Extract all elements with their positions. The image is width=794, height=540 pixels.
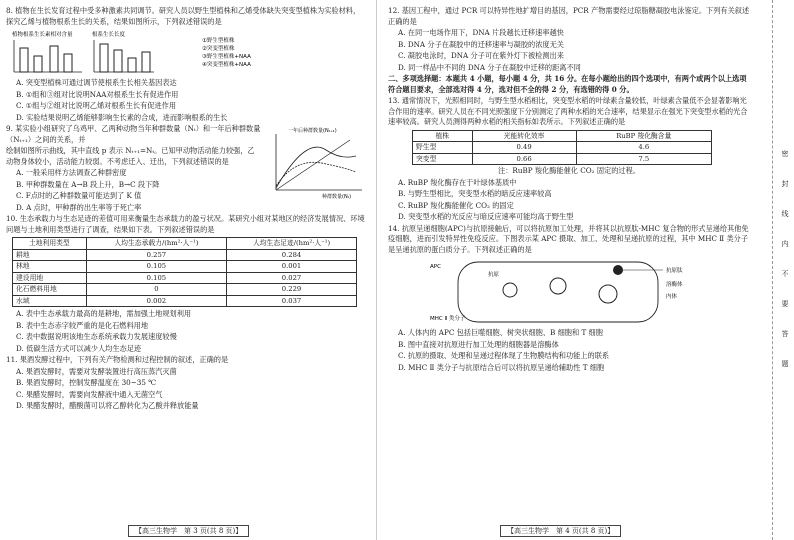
table-cell: 0.229 [227,284,357,296]
sidebar-char: 线 [781,210,789,217]
q9-stem-1: 9. 某实验小组研究了乌鸡甲、乙两种动物当年种群数量（Nₜ）和一年后种群数量（Nₜ₊₁）之间的关系，并 [6,124,261,144]
q9-graph-xlabel: 种群数量(Nₜ) [322,194,352,200]
q8-legend-3: ③野生型植株+NAA [202,54,251,60]
sidebar-char: 封 [781,180,789,187]
q10-option-b: B. 表中生态赤字较严重的是化石燃料用地 [16,320,149,330]
q13-option-d: D. 突变型水稻的光反应与暗反应速率可能均高于野生型 [398,212,574,221]
q12-option-b: B. DNA 分子在凝胶中的迁移速率与凝胶的浓度无关 [398,39,564,49]
table-cell: 0 [86,284,226,296]
q8-bar-charts [6,28,366,78]
table-cell: 0.284 [227,249,357,261]
table-cell: 0.027 [227,272,357,284]
q14-label-peptide: 抗原肽 [666,268,683,274]
table-cell: 0.257 [86,249,226,261]
table-cell: 0.66 [472,153,576,165]
q13-option-c: C. RuBP 羧化酶能催化 CO₂ 的固定 [398,200,514,210]
q10-option-d: D. 低碳生活方式可以减少人均生态足迹 [16,343,142,353]
q14-label-mhc: MHC Ⅱ 类分子 [430,316,466,322]
q13-stem: 13. 通常情况下，光照相同时，与野生型水稻相比，突变型水稻的叶绿素含量较低，叶绿素含量低不会显著影响光合作用的速率。研究人员在不同光照强度下分别测定了两种水稻的光合速率，结果显示在强光下突变型水稻的光合速率较高。研究人员测得两种水稻的相关指标如表所示。下列叙述正确的是 [388,96,748,126]
table-row [413,153,712,165]
table-cell: 化石燃料用地 [13,284,87,296]
q9-option-c: C. F点时的乙种群数量可能达到了 K 值 [16,191,142,200]
q13-table [412,130,712,166]
q9-option-a: A. 一般采用样方法调查乙种群密度 [16,168,127,177]
table-cell: 0.105 [86,272,226,284]
table-row [13,272,357,284]
q9-stem-2: 绘制如图所示曲线，其中直线 p 表示 Nₜ₊₁=Nₜ。已知甲动物活动能力较强，乙动物身体较小，活动能力较弱。不考虑迁入、迁出，下列叙述错误的是 [6,146,255,166]
sidebar-char: 密 [781,150,789,157]
q8-figure [6,28,366,78]
right-column [388,6,750,374]
q12-option-c: C. 凝胶电泳时，DNA 分子可在紫外灯下被检测出来 [398,51,564,60]
q13-option-b: B. 与野生型相比，突变型水稻的暗反应速率较高 [398,189,552,198]
table-cell: 林地 [13,261,87,273]
table-cell: 野生型 [413,142,473,154]
left-page-footer: 【高三生物学 第 3 页(共 8 页)】 [128,525,249,537]
q13-header-1: 光能转化效率 [472,130,576,142]
q12-option-d: D. 同一样品中不同的 DNA 分子在凝胶中迁移的距离不同 [398,62,581,72]
table-cell: 耕地 [13,249,87,261]
q12-stem: 12. 基因工程中，通过 PCR 可以特异性地扩增目的基因，PCR 产物需要经过琼脂糖凝胶电泳鉴定。下列有关叙述正确的是 [388,6,750,26]
q9-option-b: B. 甲种群数量在 A→B 段上升，B→C 段下降 [16,179,160,189]
q14-option-c: C. 抗原的摄取、处理和呈递过程体现了生物膜结构和功能上的联系 [398,351,610,360]
table-cell: 0.002 [86,295,226,307]
q14-stem: 14. 抗原呈递细胞(APC)与抗原接触后，可以将抗原加工处理，并将其以抗原肽-MHC 复合物的形式呈递给其他免疫细胞，进而引发特异性免疫反应。下图表示某 APC 摄取、加工、处理和呈递抗原的过程，其中 MHC Ⅱ 类分子是呈递抗原的蛋白质分子。下列叙述正确的是 [388,223,749,254]
left-column [6,6,366,413]
q14-label-antigen: 抗原 [488,272,500,278]
q10-option-c: C. 表中数据说明该地生态系统承载力发展速度较慢 [16,332,177,341]
q14-option-a: A. 人体内的 APC 包括巨噬细胞、树突状细胞、B 细胞和 T 细胞 [398,328,603,337]
table-row [413,142,712,154]
q8-stem: 8. 植物在生长发育过程中受多种激素共同调节。研究人员以野生型植株和乙烯受体缺失突变型植株为实验材料，探究乙烯与植物根系生长的关系，结果如图所示，下列叙述错误的是 [6,6,361,26]
q11-option-c: C. 果醋发酵时，需要向发酵液中通入无菌空气 [16,389,163,399]
q9-option-d: D. A 点时，甲种群的出生率等于死亡率 [16,202,142,212]
table-row [13,295,357,307]
q14-label-endosome: 内体 [666,294,678,300]
q12-option-a: A. 在同一电场作用下，DNA 片段越长迁移速率越快 [398,28,564,37]
q9-graph-ylabel: 一年后种群数量(Nₜ₊₁) [288,128,337,134]
q13-option-a: A. RuBP 羧化酶存在于叶绿体基质中 [398,177,517,187]
table-header-row [13,238,357,250]
q10-table [12,237,357,307]
q13-header-2: RuBP 羧化酶含量 [576,130,711,142]
q14-apc-diagram [418,256,718,328]
q14-option-d: D. MHC Ⅱ 类分子与抗原结合后可以将抗原呈递给辅助性 T 细胞 [398,362,605,372]
table-cell: 0.037 [227,295,357,307]
sidebar-char: 不 [781,270,789,277]
table-header-row [413,130,712,142]
q10-header-2: 人均生态足迹/(hm²·人⁻¹) [227,238,357,250]
q8-option-b: B. ①组和③组对比说明NAA对根系生长有促进作用 [16,89,179,99]
q11-option-b: B. 果酒发酵时，控制发酵温度在 30~35 ℃ [16,378,157,387]
table-cell: 7.5 [576,153,711,165]
table-row [13,261,357,273]
table-cell: 水域 [13,295,87,307]
q8-fig2-title: 根系生长长度 [92,32,126,38]
column-divider [376,0,377,540]
q8-legend-1: ①野生型植株 [202,38,235,44]
table-cell: 0.001 [227,261,357,273]
sidebar-char: 答 [781,330,789,337]
q10-header-0: 土地利用类型 [13,238,87,250]
sidebar-char: 要 [781,300,789,307]
table-row [13,284,357,296]
q13-header-0: 植株 [413,130,473,142]
q14-label-apc: APC [430,264,441,270]
q11-option-a: A. 果酒发酵时，需要对发酵装置进行高压蒸汽灭菌 [16,366,177,376]
q14-label-lysosome: 溶酶体 [666,282,683,288]
q8-option-d: D. 实验结果说明乙烯能够影响生长素的合成，进而影响根系的生长 [16,112,228,122]
section-2-heading: 二、多项选择题：本题共 4 小题，每小题 4 分，共 16 分。在每小题给出的四个选项中，有两个或两个以上选项符合题目要求，全部选对得 4 分，选对但不全的得 2 分，有选错的得 0 分。 [388,74,747,94]
sidebar-char: 内 [781,240,789,247]
q10-header-1: 人均生态承载力/(hm²·人⁻¹) [86,238,226,250]
q8-legend-2: ②突变型植株 [202,46,235,52]
q10-stem: 10. 生态承载力与生态足迹的差值可用来衡量生态承载力的盈亏状况。某研究小组对某地区的经济发展情况、环境问题与土地利用类型进行了调查，结果如下表。下列叙述错误的是 [6,214,365,234]
table-cell: 4.6 [576,142,711,154]
q10-option-a: A. 表中生态承载力最高的是耕地，需加强土地规划利用 [16,309,192,318]
sidebar-char: 题 [781,360,789,367]
q8-option-c: C. ①组与②组对比说明乙烯对根系生长有促进作用 [16,101,177,110]
table-cell: 突变型 [413,153,473,165]
table-cell: 0.105 [86,261,226,273]
q8-option-a: A. 突变型植株可通过调节使根系生长相关基因表达 [16,78,177,87]
q14-option-b: B. 图中直接对抗原进行加工处理的细胞器是溶酶体 [398,339,559,349]
table-row [13,249,357,261]
q13-note: 注：RuBP 羧化酶能催化 CO₂ 固定的过程。 [498,166,640,175]
q11-option-d: D. 果醋发酵时，醋酸菌可以将乙醇转化为乙酸并释放能量 [16,401,199,410]
table-cell: 建设用地 [13,272,87,284]
table-cell: 0.49 [472,142,576,154]
right-page-footer: 【高三生物学 第 4 页(共 8 页)】 [500,525,621,537]
q8-fig1-title: 植物根系生长素相对含量 [12,32,73,38]
seal-line-sidebar [772,0,794,540]
q9-population-graph [266,126,366,202]
q8-legend-4: ④突变型植株+NAA [202,62,251,68]
q11-stem: 11. 果酒发酵过程中，下列有关产物检测和过程控制的叙述，正确的是 [6,355,229,364]
